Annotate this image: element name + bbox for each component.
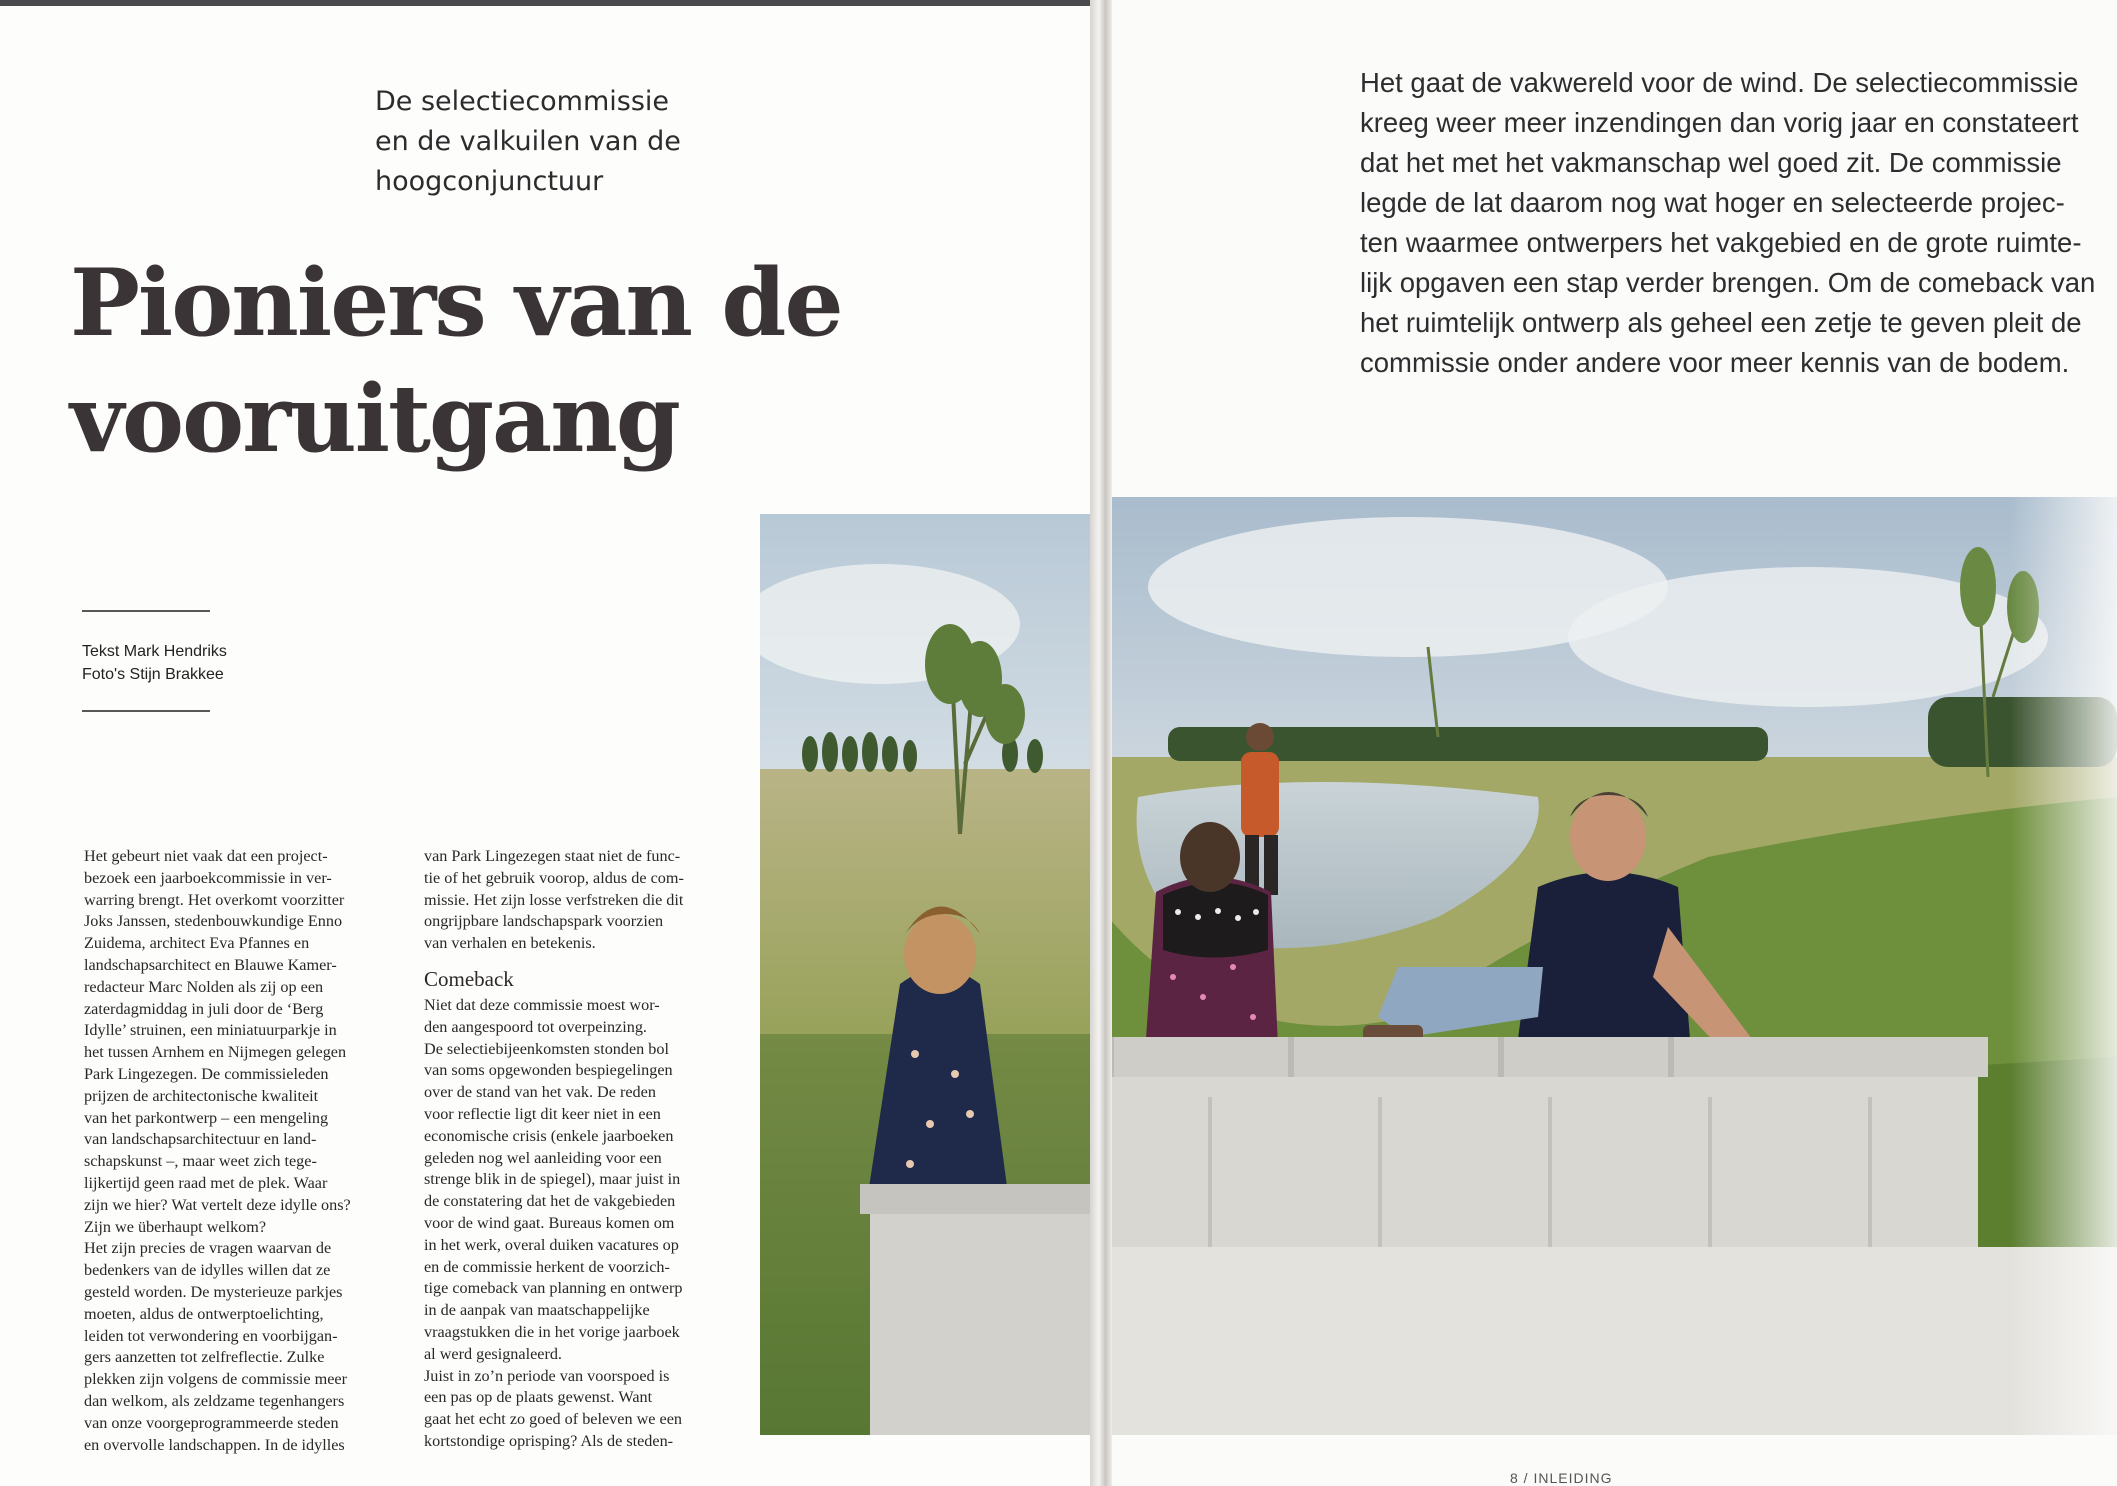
intro-line: lijk opgaven een stap verder brengen. Om de comeback van [1360, 267, 2096, 298]
intro-paragraph [1360, 63, 2117, 383]
body-line: bezoek een jaarboekcommissie in ver- [84, 868, 332, 887]
body-line: geleden nog wel aanleiding voor een [424, 1148, 662, 1167]
body-line: van Park Lingezegen staat niet de func- [424, 847, 681, 865]
body-line: zaterdagmiddag in juli door de ‘Berg [84, 999, 324, 1018]
body-line: Het gebeurt niet vaak dat een project- [84, 847, 328, 865]
body-line: van het parkontwerp – een mengeling [84, 1108, 329, 1127]
body-line: strenge blik in de spiegel), maar juist in [424, 1170, 681, 1189]
body-line: gesteld worden. De mysterieuze parkjes [84, 1282, 343, 1301]
body-line: missie. Het zijn losse verfstreken die dit [424, 890, 684, 909]
text-credit: Tekst Mark Hendriks [82, 643, 227, 660]
body-line: lijkertijd geen raad met de plek. Waar [84, 1173, 328, 1192]
body-line: gers aanzetten tot zelfreflectie. Zulke [84, 1348, 325, 1367]
photo-left-half [760, 514, 1096, 1435]
body-line: Park Lingezegen. De commissieleden [84, 1064, 329, 1083]
photo-right-half [1108, 497, 2117, 1435]
body-line: prijzen de architectonische kwaliteit [84, 1086, 319, 1105]
intro-line: ten waarmee ontwerpers het vakgebied en de grote ruimte- [1360, 227, 2082, 258]
credits-rule-bottom [82, 710, 210, 712]
body-line: schapskunst –, maar weet zich tege- [84, 1152, 317, 1171]
photo-credit: Foto's Stijn Brakkee [82, 666, 224, 683]
credits-rule-top [82, 610, 210, 612]
body-line: vraagstukken die in het vorige jaarboek [424, 1322, 680, 1341]
body-line: den aangespoord tot overpeinzing. [424, 1017, 647, 1036]
title-line: vooruitgang [70, 364, 679, 473]
body-line: voor de wind gaat. Bureaus komen om [424, 1213, 675, 1232]
body-line: kortstondige oprisping? Als de steden- [424, 1431, 674, 1450]
body-line: van landschapsarchitectuur en land- [84, 1130, 317, 1149]
deck-subtitle [375, 82, 795, 202]
body-line: al werd gesignaleerd. [424, 1344, 562, 1363]
intro-line: kreeg weer meer inzendingen dan vorig jaar en constateert [1360, 107, 2079, 138]
body-line: het tussen Arnhem en Nijmegen gelegen [84, 1043, 347, 1062]
intro-line: commissie onder andere voor meer kennis van de bodem. [1360, 347, 2070, 378]
body-line: moeten, aldus de ontwerptoelichting, [84, 1304, 324, 1323]
body-column-1 [84, 846, 404, 1456]
binding-gutter [1090, 0, 1112, 1486]
body-line: van verhalen en betekenis. [424, 934, 596, 953]
body-line: plekken zijn volgens de commissie meer [84, 1370, 347, 1389]
body-line: en de commissie herkent de voorzich- [424, 1257, 670, 1276]
title-line: Pioniers van de [70, 248, 842, 357]
body-line: redacteur Marc Nolden als zij op een [84, 977, 324, 996]
body-line: Niet dat deze commissie moest wor- [424, 995, 660, 1014]
body-column-2 [424, 846, 744, 1453]
intro-line: Het gaat de vakwereld voor de wind. De selectiecommissie [1360, 67, 2079, 98]
body-line: voor reflectie ligt dit keer niet in een [424, 1104, 661, 1123]
body-line: Het zijn precies de vragen waarvan de [84, 1239, 332, 1258]
body-line: over de stand van het vak. De reden [424, 1083, 656, 1102]
deck-line: De selectiecommissie [375, 86, 670, 117]
body-line: dan welkom, als zeldzame tegenhangers [84, 1391, 345, 1410]
body-line: warring brengt. Het overkomt voorzitter [84, 890, 345, 909]
body-line: een pas op de plaats gewenst. Want [424, 1388, 653, 1407]
body-line: in de aanpak van maatschappelijke [424, 1301, 650, 1320]
body-line: tige comeback van planning en ontwerp [424, 1279, 683, 1298]
article-title [70, 245, 842, 477]
body-line: Zuidema, architect Eva Pfannes en [84, 934, 310, 953]
intro-line: het ruimtelijk ontwerp als geheel een zetje te geven pleit de [1360, 307, 2082, 338]
body-line: economische crisis (enkele jaarboeken [424, 1126, 674, 1145]
body-line: bedenkers van de idylles willen dat ze [84, 1261, 331, 1280]
body-line: Idylle’ struinen, een miniatuurparkje in [84, 1021, 337, 1040]
body-line: leiden tot verwondering en voorbijgan- [84, 1326, 338, 1345]
body-line: van soms opgewonden bespiegelingen [424, 1061, 673, 1080]
body-line: ongrijpbare landschapspark voorzien [424, 912, 664, 931]
page-footer: 8 / INLEIDING [1510, 1470, 1613, 1486]
landscape-photo [760, 497, 2117, 1435]
body-line: Joks Janssen, stedenbouwkundige Enno [84, 912, 343, 931]
intro-line: dat het met het vakmanschap wel goed zit. De commissie [1360, 147, 2062, 178]
deck-line: hoogconjunctuur [375, 166, 604, 197]
deck-line: en de valkuilen van de [375, 126, 681, 157]
photo-edge-fade [2010, 497, 2117, 1435]
body-line: zijn we hier? Wat vertelt deze idylle ons? [84, 1195, 351, 1214]
body-line: tie of het gebruik voorop, aldus de com- [424, 868, 684, 887]
body-line: van onze voorgeprogrammeerde steden [84, 1413, 339, 1432]
body-line: Zijn we überhaupt welkom? [84, 1217, 267, 1236]
credits [82, 640, 227, 686]
subheading-comeback: Comeback [424, 966, 514, 991]
body-line: en overvolle landschappen. In de idylles [84, 1435, 345, 1454]
body-line: De selectiebijeenkomsten stonden bol [424, 1039, 669, 1058]
body-line: gaat het echt zo goed of beleven we een [424, 1410, 682, 1429]
body-line: Juist in zo’n periode van voorspoed is [424, 1366, 670, 1385]
body-line: in het werk, overal duiken vacatures op [424, 1235, 679, 1254]
body-line: de constatering dat het de vakgebieden [424, 1192, 676, 1211]
intro-line: legde de lat daarom nog wat hoger en selecteerde projec- [1360, 187, 2065, 218]
body-line: landschapsarchitect en Blauwe Kamer- [84, 955, 337, 974]
